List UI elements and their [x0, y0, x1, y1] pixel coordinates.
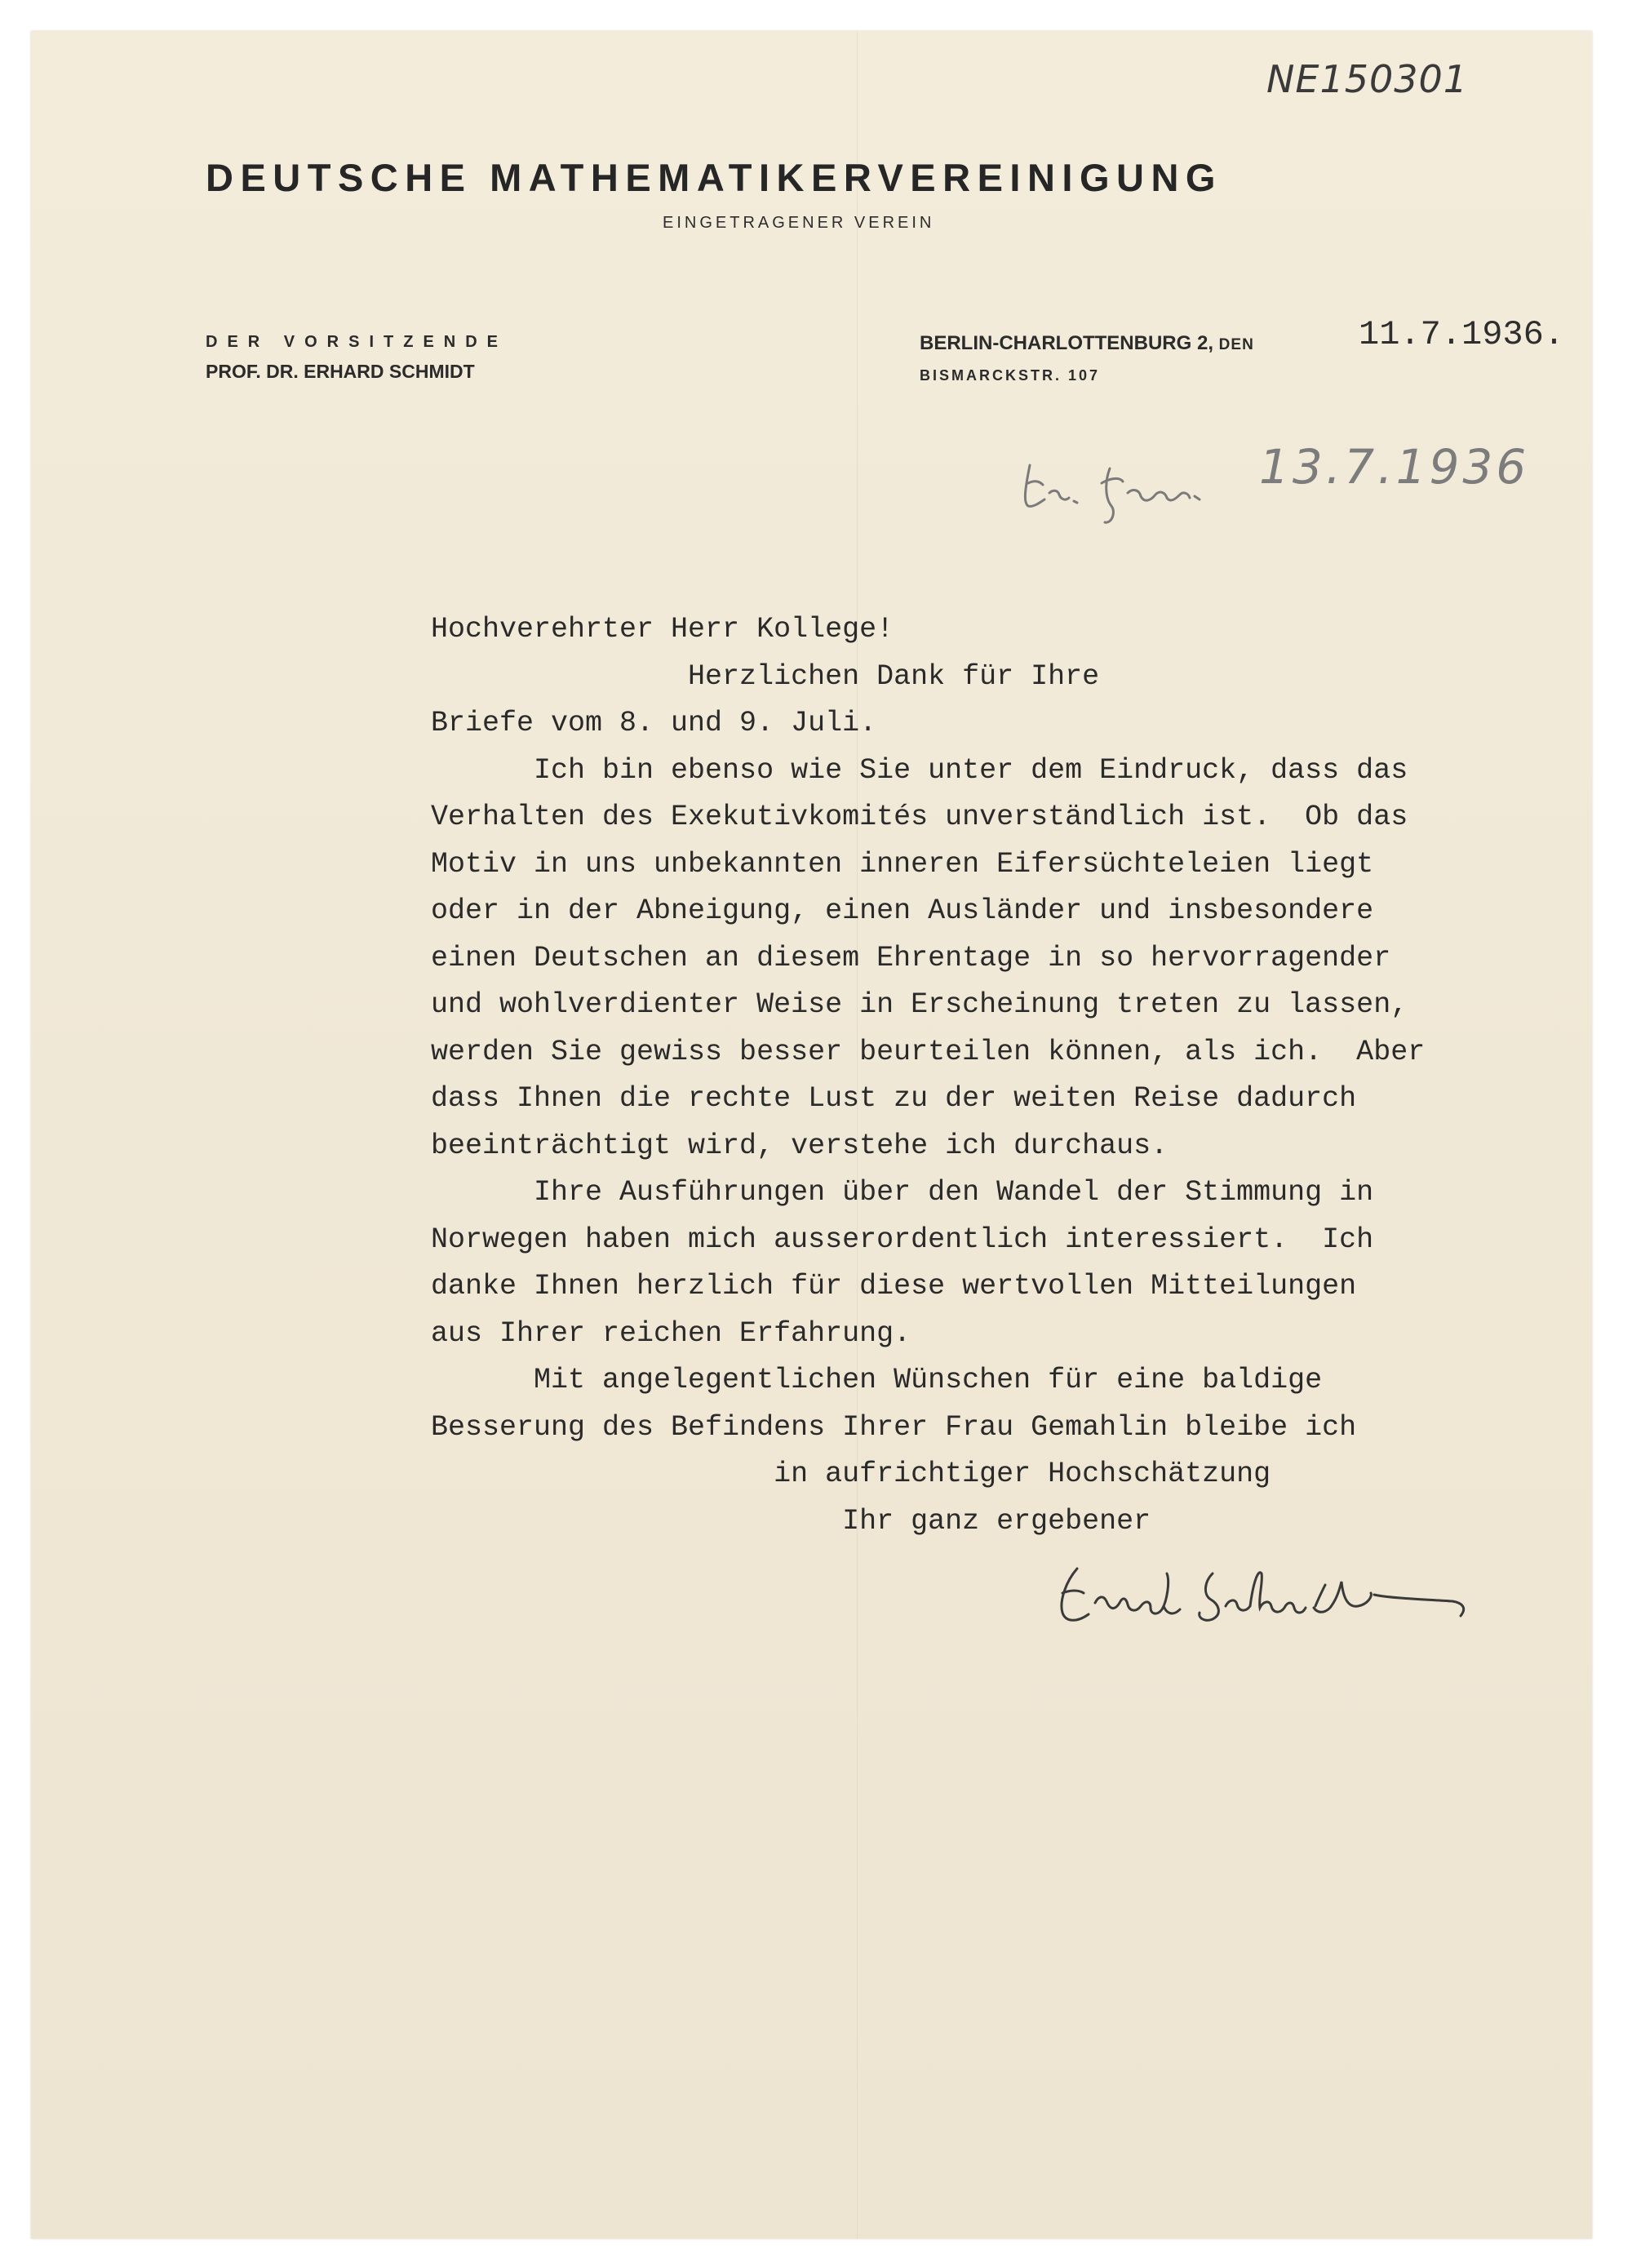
- letter-line: und wohlverdienter Weise in Erscheinung treten zu lassen,: [431, 988, 1408, 1021]
- chair-name: PROF. DR. ERHARD SCHMIDT: [206, 361, 475, 382]
- letter-line: aus Ihrer reichen Erfahrung.: [431, 1316, 911, 1350]
- place-name: BERLIN-CHARLOTTENBURG 2,: [920, 332, 1213, 354]
- letter-line: Ihre Ausführungen über den Wandel der Stimmung in: [431, 1176, 1374, 1209]
- sender-place: [920, 332, 1254, 355]
- letter-line: Verhalten des Exekutivkomités unverständlich ist. Ob das: [431, 801, 1408, 833]
- received-date: 13.7.1936: [1259, 439, 1530, 495]
- letter-line: danke Ihnen herzlich für diese wertvollen Mitteilungen: [431, 1270, 1357, 1303]
- organization-name: DEUTSCHE MATHEMATIKERVEREINIGUNG: [206, 156, 1222, 199]
- chair-role: DER VORSITZENDE: [206, 333, 508, 351]
- letter-line: Motiv in uns unbekannten inneren Eifersüchteleien liegt: [431, 847, 1374, 881]
- letter-line: Norwegen haben mich ausserordentlich interessiert. Ich: [431, 1223, 1374, 1256]
- letter-line: werden Sie gewiss besser beurteilen können, als ich. Aber: [431, 1035, 1426, 1068]
- letter-closing: in aufrichtiger Hochschätzung: [431, 1458, 1271, 1490]
- letter-line: beeinträchtigt wird, verstehe ich durchaus.: [431, 1129, 1169, 1162]
- letter-salutation: Hochverehrter Herr Kollege!: [431, 613, 894, 646]
- letter-line: Besserung des Befindens Ihrer Frau Gemahlin bleibe ich: [431, 1410, 1357, 1444]
- letter-closing: Ihr ganz ergebener: [431, 1504, 1151, 1538]
- letter-line: Ich bin ebenso wie Sie unter dem Eindruck, dass das: [431, 753, 1408, 787]
- letter-line: einen Deutschen an diesem Ehrentage in so hervorragender: [431, 941, 1391, 974]
- letter-date: 11.7.1936.: [1359, 315, 1565, 354]
- handwritten-signature: [1044, 1549, 1485, 1639]
- archive-number: NE150301: [1266, 57, 1469, 101]
- sender-street: BISMARCKSTR. 107: [920, 367, 1101, 384]
- letter-line: dass Ihnen die rechte Lust zu der weiten Reise dadurch: [431, 1082, 1357, 1115]
- letter-line: Briefe vom 8. und 9. Juli.: [431, 707, 877, 739]
- letter-line: oder in der Abneigung, einen Ausländer und insbesondere: [431, 894, 1374, 927]
- letter-line: Mit angelegentlichen Wünschen für eine baldige: [431, 1364, 1323, 1396]
- letter-body: [431, 606, 1557, 1545]
- letter-line: Herzlichen Dank für Ihre: [431, 659, 1100, 693]
- organization-subtitle: EINGETRAGENER VEREIN: [663, 214, 935, 232]
- place-suffix: DEN: [1218, 336, 1254, 353]
